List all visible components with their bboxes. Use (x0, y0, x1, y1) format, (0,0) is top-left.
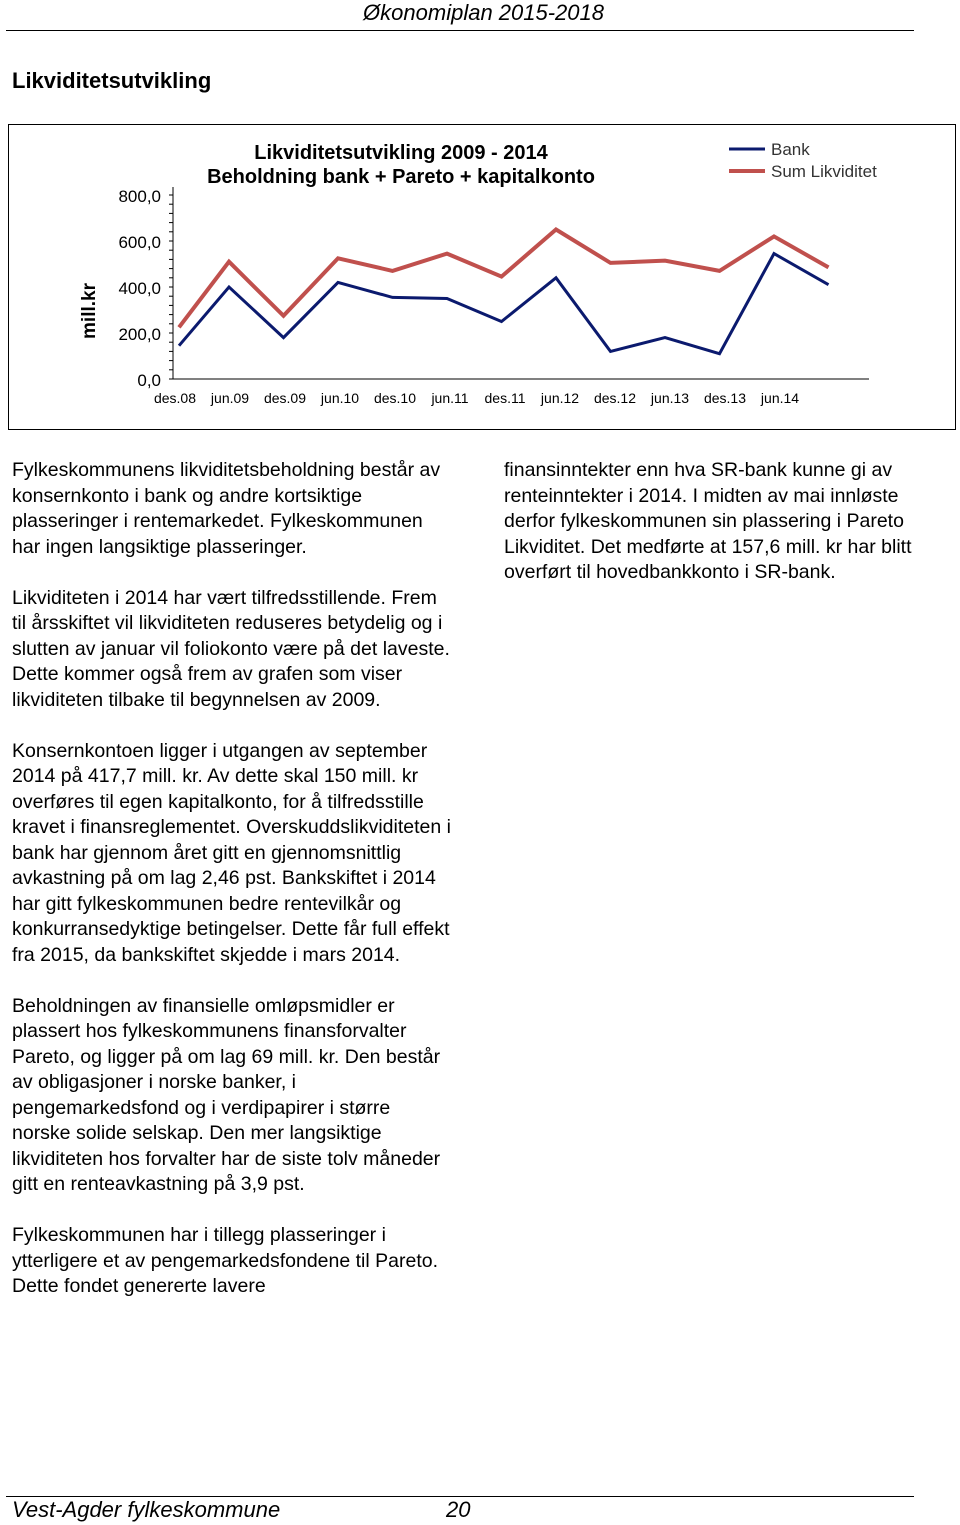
x-tick-label: jun.14 (760, 390, 800, 406)
paragraph: finansinntekter enn hva SR-bank kunne gi av renteinntekter i 2014. I midten av mai innløste derfor fylkeskommunen sin plassering i Pareto Likviditet. Det medførte at 157,6 mill. kr har blitt overført til hovedbankkonto i SR-bank. (504, 459, 912, 583)
paragraph: Fylkeskommunen har i tillegg plasseringer i ytterligere et av pengemarkedsfondene til Pareto. Dette fondet genererte lavere (12, 1224, 439, 1297)
series-line-sum-likviditet (179, 230, 829, 328)
footer-page-number: 20 (446, 1497, 471, 1522)
page-header-title: Økonomiplan 2015-2018 (363, 0, 604, 25)
legend-label: Sum Likviditet (771, 162, 877, 181)
section-title: Likviditetsutvikling (12, 68, 212, 93)
footer-org: Vest-Agder fylkeskommune (12, 1497, 281, 1522)
x-tick-label: des.12 (593, 390, 637, 406)
x-tick-label: des.08 (153, 390, 197, 406)
x-tick-label: des.09 (263, 390, 307, 406)
series-line-bank (179, 254, 829, 354)
chart-title-line1: Likviditetsutvikling 2009 - 2014 (254, 142, 548, 164)
y-tick-label: 600,0 (118, 233, 161, 252)
x-tick-label: jun.10 (320, 390, 360, 406)
right-column (504, 458, 944, 611)
paragraph: Beholdningen av finansielle omløpsmidler er plassert hos fylkeskommunens finansforvalter Pareto, og ligger på om lag 69 mill. kr. Den består av obligasjoner i norske banker, i pengemarkedsfond og i verdipapirer i større norske solide selskap. Den mer langsiktige likviditeten hos forvalter har de siste tolv måneder gitt en renteavkastning på 3,9 pst. (12, 994, 441, 1195)
paragraph: Fylkeskommunens likviditetsbeholdning består av konsernkonto i bank og andre kortsiktige plasseringer i rentemarkedet. Fylkeskommunen har ingen langsiktige plasseringer. (12, 459, 441, 558)
chart-ylabel: mill.kr (79, 283, 100, 339)
x-tick-label: des.11 (484, 390, 526, 406)
x-tick-label: jun.09 (210, 390, 250, 406)
x-tick-label: des.13 (703, 390, 747, 406)
y-tick-label: 800,0 (118, 187, 161, 206)
legend-label: Bank (771, 140, 810, 159)
paragraph: Likviditeten i 2014 har vært tilfredsstillende. Frem til årsskiftet vil likviditeten reduseres betydelig og i slutten av januar vil foliokonto være på det laveste. Dette kommer også frem av grafen som viser likviditeten tilbake til begynnelsen av 2009. (12, 586, 450, 711)
y-tick-label: 0,0 (137, 371, 161, 390)
x-tick-label: jun.11 (431, 390, 469, 406)
y-tick-label: 400,0 (118, 279, 161, 298)
chart-title-line2: Beholdning bank + Pareto + kapitalkonto (207, 166, 595, 188)
left-column (12, 458, 452, 1325)
liquidity-chart (9, 125, 955, 429)
x-tick-label: jun.13 (650, 390, 690, 406)
x-tick-label: jun.12 (540, 390, 580, 406)
header-rule (6, 30, 914, 31)
chart-box (8, 124, 956, 430)
x-tick-label: des.10 (373, 390, 417, 406)
y-tick-label: 200,0 (118, 325, 161, 344)
paragraph: Konsernkontoen ligger i utgangen av september 2014 på 417,7 mill. kr. Av dette skal 150 mill. kr overføres til egen kapitalkonto, for å tilfredsstille kravet i finansreglementet. Overskuddslikviditeten i bank har gjennom året gitt en gjennomsnittlig avkastning på om lag 2,46 pst. Bankskiftet i 2014 har gitt fylkeskommunen bedre rentevilkår og konkurransedyktige betingelser. Dette får full effekt fra 2015, da bankskiftet skjedde i mars 2014. (12, 739, 451, 966)
